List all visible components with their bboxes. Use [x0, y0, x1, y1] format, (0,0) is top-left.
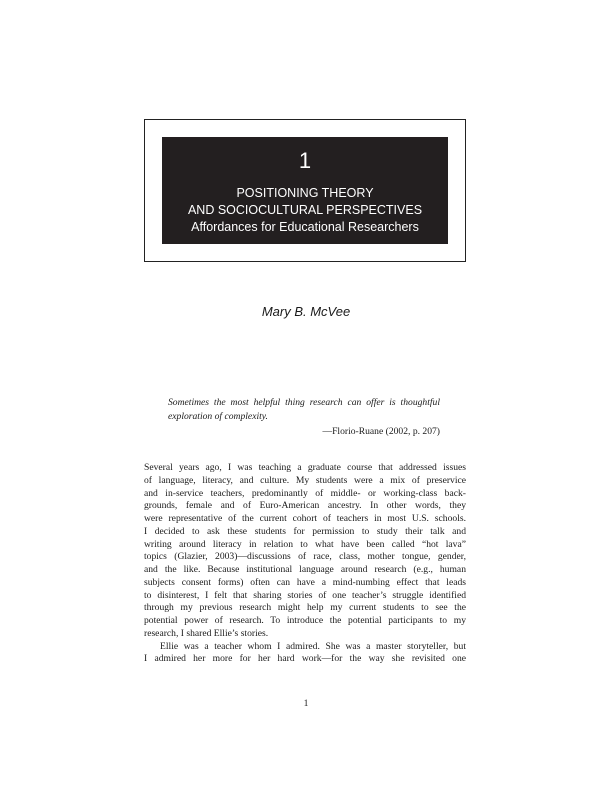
text-line: subjects consent forms) often can have a mind-numbing effect that leads — [144, 576, 466, 588]
text-line: research, I shared Ellie’s stories. — [144, 627, 269, 639]
text-line: topics (Glazier, 2003)—discussions of race, class, mother tongue, gender, — [144, 551, 466, 563]
epigraph-line: Sometimes the most helpful thing research can offer is thoughtful — [168, 397, 440, 408]
author-name: Mary B. McVee — [261, 304, 351, 319]
text-line: I admired her more for her hard work—for the way she revisited one — [144, 653, 466, 665]
chapter-subtitle: Affordances for Educational Researchers — [191, 220, 419, 234]
text-line: Several years ago, I was teaching a graduate course that addressed issues — [144, 462, 466, 473]
text-line: potential power of research. To introduce the potential participants to my — [144, 615, 466, 626]
text-line: writing around literacy in relation to what have been called “hot lava” — [144, 538, 466, 550]
text-line: and the like. Because institutional language around research (e.g., human — [144, 564, 466, 575]
text-line: Ellie was a teacher whom I admired. She was a master storyteller, but — [160, 640, 466, 652]
epigraph-source: —Florio-Ruane (2002, p. 207) — [322, 426, 440, 437]
text-line: to disinterest, I felt that sharing stories of one teacher’s struggle identified — [144, 589, 466, 601]
body-text — [144, 462, 466, 666]
chapter-heading-block — [162, 137, 448, 244]
chapter-title-line-1: POSITIONING THEORY — [236, 186, 374, 200]
chapter-title-line-2: AND SOCIOCULTURAL PERSPECTIVES — [187, 203, 423, 217]
text-line: I decided to ask these students for permission to study their talk and — [144, 525, 466, 537]
page-number: 1 — [303, 698, 309, 709]
epigraph — [168, 396, 440, 439]
text-line: and in-service teachers, predominantly of middle- or working-class back- — [144, 487, 466, 499]
text-line: were representative of the current cohort of teachers in most U.S. schools. — [144, 513, 466, 524]
text-line: of language, literacy, and culture. My students were a mix of preservice — [144, 474, 466, 486]
chapter-number: 1 — [298, 148, 312, 173]
epigraph-line: exploration of complexity. — [168, 410, 268, 422]
text-line: through my previous research might help my current students to see the — [144, 602, 466, 614]
text-line: grounds, female and of Euro-American ancestry. In other words, they — [144, 500, 466, 512]
